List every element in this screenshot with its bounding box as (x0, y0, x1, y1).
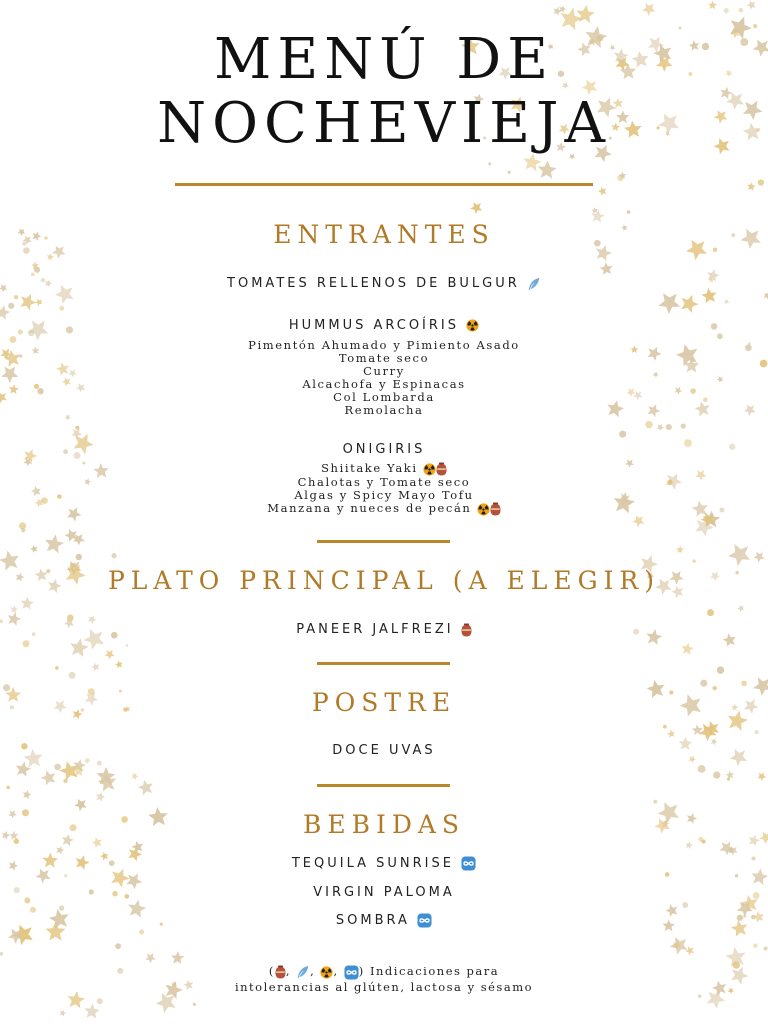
item-paneer-label: PANEER JALFREZI (296, 622, 454, 637)
onigiri-variant: Chalotas y Tomate seco (297, 475, 471, 489)
onigiri-variant-label: Manzana y nueces de pecán (267, 501, 472, 515)
drink-item (0, 913, 768, 928)
footnote-text-line1: Indicaciones para (369, 964, 500, 978)
hummus-variant: Col Lombarda (333, 390, 435, 404)
item-hummus (0, 318, 768, 333)
hummus-variant: Alcachofa y Espinacas (302, 377, 466, 391)
gluten-jar-icon (461, 623, 472, 637)
onigiri-variant-label: Shiitake Yaki (321, 461, 418, 475)
onigiri-variant: Algas y Spicy Mayo Tofu (294, 488, 474, 502)
drink-item (0, 856, 768, 871)
radioactive-icon (423, 463, 436, 476)
item-tomates (0, 276, 768, 291)
gluten-jar-icon (436, 462, 447, 476)
heading-plato-principal: PLATO PRINCIPAL (A ELEGIR) (107, 566, 661, 595)
heading-postre: POSTRE (311, 688, 457, 717)
section-divider (317, 540, 450, 543)
hummus-variant: Tomate seco (338, 351, 430, 365)
hummus-variant: Pimentón Ahumado y Pimiento Asado (248, 338, 520, 352)
menu-title-line2: NOCHEVIEJA (157, 91, 611, 156)
hummus-variant: Remolacha (344, 403, 424, 417)
feather-icon (527, 277, 541, 291)
section-divider (317, 662, 450, 665)
gluten-jar-icon (275, 965, 286, 979)
hummus-variant: Curry (363, 364, 405, 378)
drink-item: VIRGIN PALOMA (313, 885, 455, 900)
menu-title-line1: MENÚ DE (214, 27, 554, 92)
radioactive-icon (320, 966, 333, 979)
radioactive-icon (477, 503, 490, 516)
allergen-footnote (0, 964, 768, 994)
radioactive-icon (466, 319, 479, 332)
item-paneer (0, 622, 768, 637)
footnote-line1: ( , , , ) Indicaciones para (268, 964, 500, 978)
title-divider (175, 183, 593, 186)
infinity-icon (417, 913, 432, 928)
section-divider (317, 784, 450, 787)
item-doce-uvas: DOCE UVAS (332, 743, 436, 758)
heading-bebidas: BEBIDAS (302, 810, 466, 839)
item-tomates-label: TOMATES RELLENOS DE BULGUR (227, 276, 520, 291)
infinity-icon (344, 965, 359, 980)
onigiri-variant (0, 462, 768, 476)
gluten-jar-icon (490, 502, 501, 516)
item-hummus-label: HUMMUS ARCOÍRIS (288, 318, 460, 333)
drink-label: SOMBRA (335, 913, 410, 928)
footnote-text-line2: intolerancias al glúten, lactosa y sésamo (234, 979, 534, 994)
item-onigiris: ONIGIRIS (342, 442, 426, 457)
heading-entrantes: ENTRANTES (273, 220, 495, 249)
onigiri-variant (0, 502, 768, 516)
infinity-icon (461, 856, 476, 871)
feather-icon (296, 965, 310, 979)
drink-label: TEQUILA SUNRISE (291, 856, 454, 871)
